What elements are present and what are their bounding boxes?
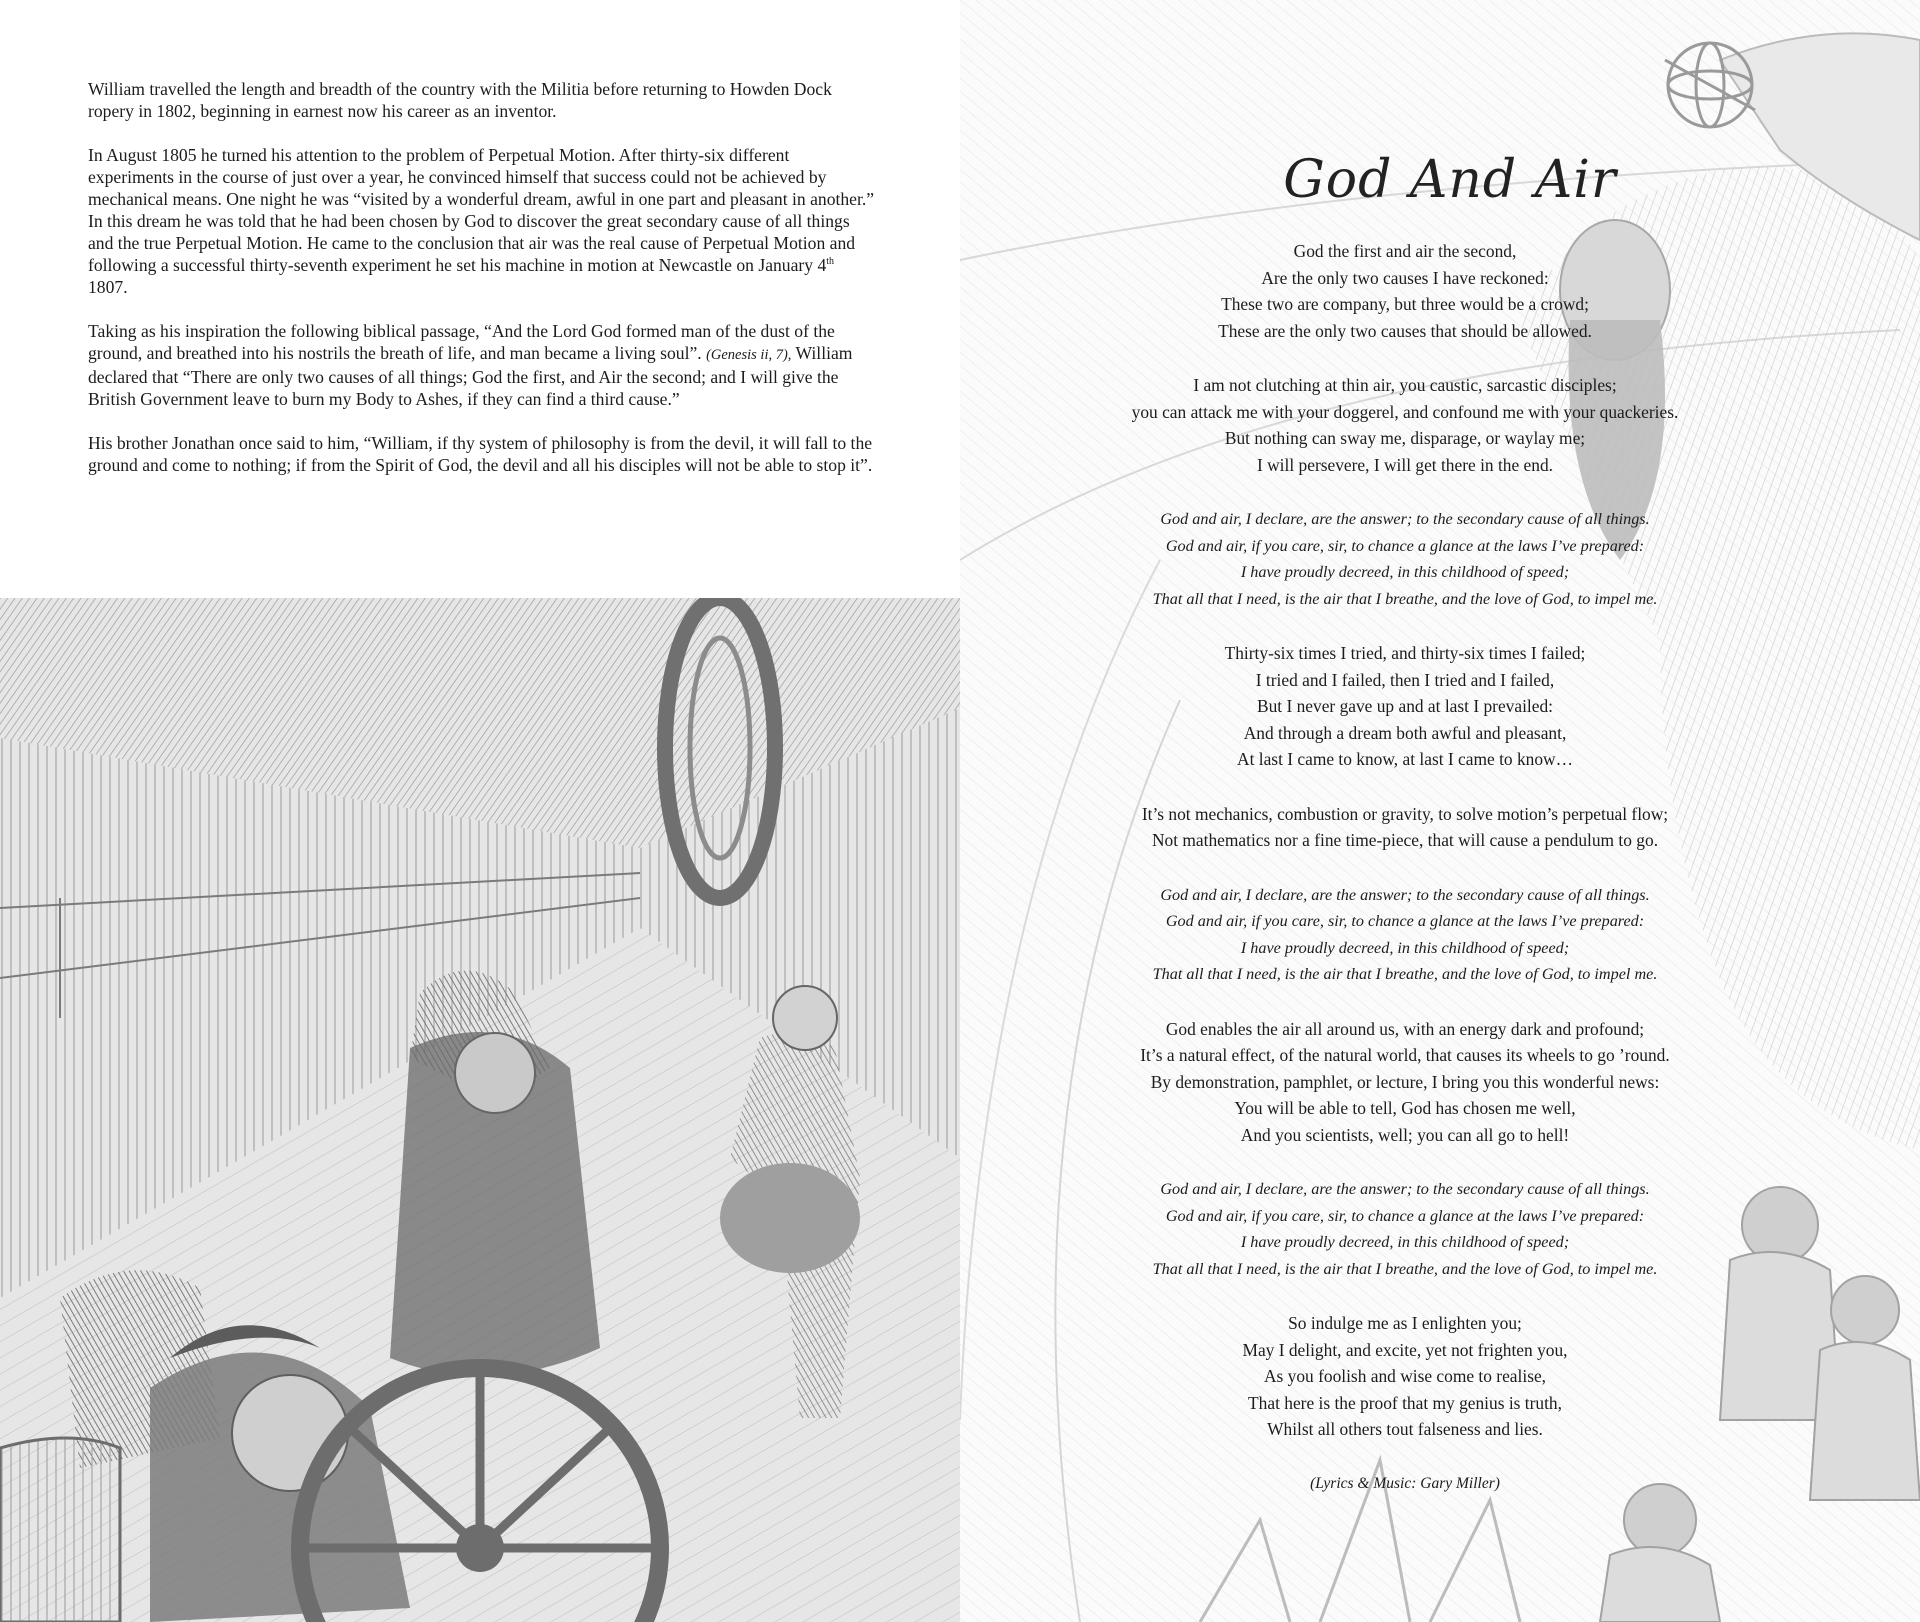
paragraph-text: William declared that “There are only two causes of all things; God the first, and Air the second; and I will give the British Government leave to burn my Body to Ashes, if they can find a third cause.” (88, 343, 853, 409)
right-page (960, 0, 1920, 1622)
lyric-line: you can attack me with your doggerel, and confound me with your quackeries. (1131, 401, 1679, 422)
paragraph-text: William travelled the length and breadth of the country with the Militia before returning to Howden Dock ropery in 1802, beginning in earnest now his career as an inventor. (88, 79, 832, 121)
lyric-line: That all that I need, is the air that I breathe, and the love of God, to impel me. (1152, 965, 1658, 983)
lyric-line: God and air, if you care, sir, to chance a glance at the laws I’ve prepared: (1165, 912, 1645, 930)
lyric-line: God and air, if you care, sir, to chance a glance at the laws I’ve prepared: (1165, 536, 1645, 555)
lyric-line: God and air, if you care, sir, to chance a glance at the laws I’ve prepared: (1165, 1206, 1645, 1225)
lyric-line: Thirty-six times I tried, and thirty-six times I failed; (1224, 643, 1586, 663)
body-paragraph (88, 144, 878, 298)
lyric-line: At last I came to know, at last I came to know… (1237, 749, 1573, 769)
lyric-line: God the first and air the second, (1293, 241, 1517, 261)
lyric-line: Are the only two causes I have reckoned: (1261, 267, 1549, 288)
lyric-line: But I never gave up and at last I prevailed: (1256, 696, 1553, 716)
verse-stanza (1015, 1310, 1795, 1443)
poem-title: God And Air (1283, 150, 1617, 210)
verse-stanza (1015, 238, 1795, 344)
lyric-line: By demonstration, pamphlet, or lecture, I bring you this wonderful news: (1150, 1071, 1660, 1092)
lyric-line: It’s a natural effect, of the natural world, that causes its wheels to go ’round. (1140, 1045, 1670, 1065)
lyric-line: That all that I need, is the air that I breathe, and the love of God, to impel me. (1152, 589, 1658, 608)
chorus-stanza (1015, 882, 1795, 988)
lyric-line: God and air, I declare, are the answer; to the secondary cause of all things. (1160, 1180, 1650, 1198)
lyric-line: As you foolish and wise come to realise, (1263, 1366, 1547, 1386)
lyric-line: And through a dream both awful and pleasant, (1243, 722, 1567, 743)
lyric-line: I have proudly decreed, in this childhood of speed; (1240, 1233, 1570, 1251)
lyric-line: These two are company, but three would be a crowd; (1221, 294, 1589, 314)
chorus-stanza (1015, 506, 1795, 612)
paragraph-text: In August 1805 he turned his attention to the problem of Perpetual Motion. After thirty-six different experiments in the course of just over a year, he convinced himself that success could not be achieved by mechanical means. One night he was “visited by a wonderful dream, awful in one part and pleasant in another.” In this dream he was told that he had been chosen by God to discover the great secondary cause of all things and the true Perpetual Motion. He came to the conclusion that air was the real cause of Perpetual Motion and following a successful thirty-seventh experiment he set his machine in motion at Newcastle on January 4 (88, 145, 875, 275)
ropery-engraving-illustration (0, 598, 960, 1622)
lyric-line: It’s not mechanics, combustion or gravity, to solve motion’s perpetual flow; (1141, 803, 1669, 824)
lyric-line: And you scientists, well; you can all go to hell! (1240, 1124, 1570, 1145)
verse-stanza (1015, 640, 1795, 773)
lyric-line: God enables the air all around us, with an energy dark and profound; (1165, 1018, 1645, 1039)
lyric-line: I will persevere, I will get there in the end. (1256, 454, 1553, 475)
body-paragraph (88, 432, 878, 476)
paragraph-text: 1807. (88, 277, 128, 297)
lyric-line: You will be able to tell, God has chosen me well, (1234, 1098, 1576, 1118)
paragraph-text: Taking as his inspiration the following biblical passage, “And the Lord God formed man of the dust of the ground, and breathed into his nostrils the breath of life, and man became a living soul”. (88, 321, 835, 363)
lyric-line: May I delight, and excite, yet not frighten you, (1242, 1339, 1568, 1360)
song-credit: (Lyrics & Music: Gary Miller) (1310, 1474, 1500, 1492)
chorus-stanza (1015, 1176, 1795, 1282)
bible-citation: (Genesis ii, 7), (706, 347, 792, 363)
lyric-line: God and air, I declare, are the answer; to the secondary cause of all things. (1160, 510, 1650, 528)
body-paragraph (88, 78, 878, 122)
lyric-line: But nothing can sway me, disparage, or waylay me; (1224, 428, 1586, 448)
lyric-line: So indulge me as I enlighten you; (1288, 1313, 1522, 1333)
lyric-line: I have proudly decreed, in this childhood of speed; (1240, 563, 1570, 581)
lyric-line: That all that I need, is the air that I breathe, and the love of God, to impel me. (1152, 1259, 1658, 1278)
lyric-line: I am not clutching at thin air, you caustic, sarcastic disciples; (1193, 375, 1617, 395)
body-paragraph (88, 320, 878, 410)
verse-stanza (1015, 1016, 1795, 1149)
lyric-line: Not mathematics nor a fine time-piece, that will cause a pendulum to go. (1151, 830, 1659, 850)
lyric-line: These are the only two causes that should be allowed. (1218, 320, 1592, 341)
poem-lyrics (1015, 238, 1795, 1497)
verse-stanza (1015, 801, 1795, 854)
ordinal-suffix: th (826, 256, 835, 268)
left-page-text (88, 78, 878, 498)
lyric-line: That here is the proof that my genius is truth, (1248, 1392, 1562, 1413)
lyric-line: I tried and I failed, then I tried and I failed, (1255, 669, 1555, 690)
verse-stanza (1015, 372, 1795, 478)
lyric-line: Whilst all others tout falseness and lies. (1267, 1419, 1543, 1439)
paragraph-text: His brother Jonathan once said to him, “William, if thy system of philosophy is from the devil, it will fall to the ground and come to nothing; if from the Spirit of God, the devil and all his disciples will not be able to stop it”. (88, 433, 873, 475)
lyric-line: God and air, I declare, are the answer; to the secondary cause of all things. (1160, 885, 1650, 904)
lyric-line: I have proudly decreed, in this childhood of speed; (1240, 938, 1570, 957)
